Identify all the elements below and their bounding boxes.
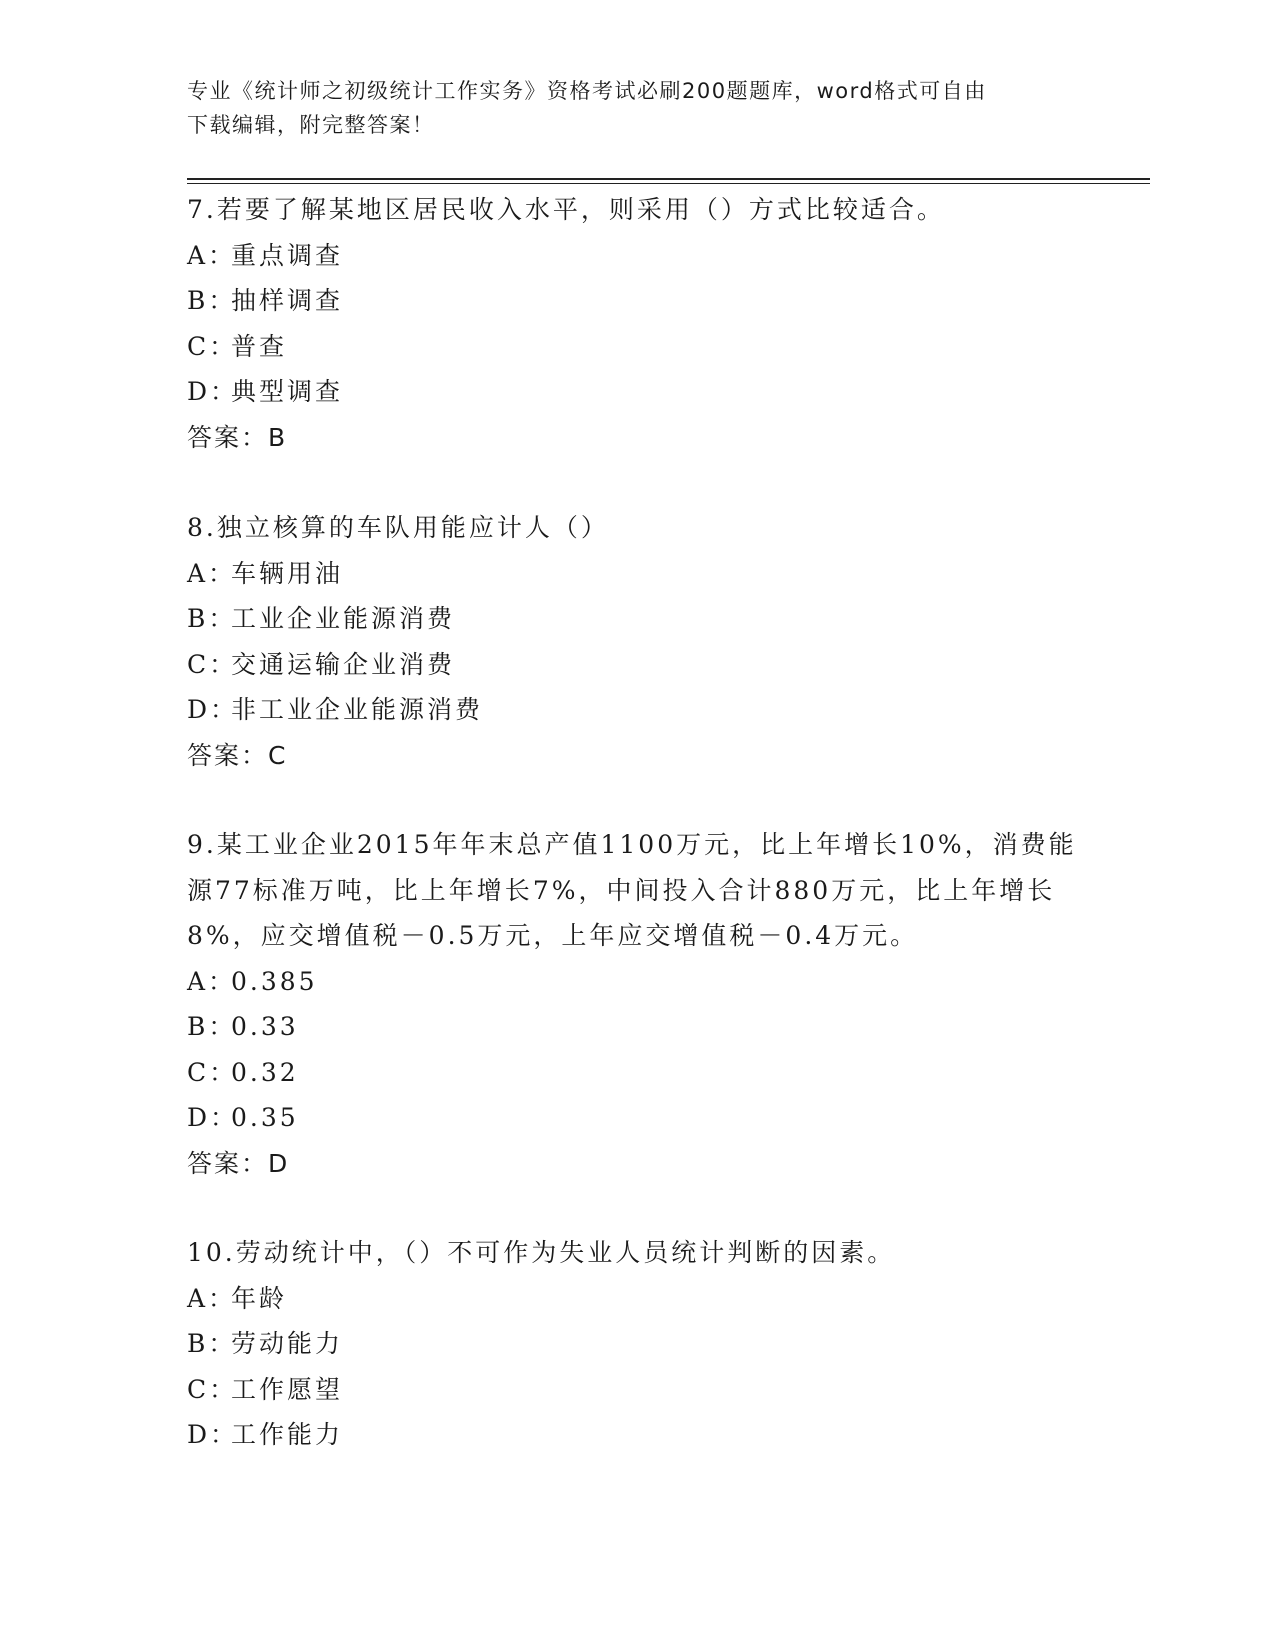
header-line-2: 下载编辑，附完整答案！ <box>187 113 435 137</box>
option-key: B： <box>187 1329 237 1358</box>
option-text: 0.385 <box>231 966 318 996</box>
document-header <box>187 74 1067 142</box>
question-7 <box>187 187 1087 460</box>
option-key: D： <box>187 695 239 724</box>
option-b <box>187 1321 1087 1367</box>
option-key: C： <box>187 331 238 361</box>
option-key: A： <box>187 558 237 588</box>
answer-line: 答案：D <box>187 1148 290 1178</box>
option-b <box>187 596 1087 642</box>
option-key: A： <box>187 1283 237 1313</box>
option-c <box>187 1050 1087 1096</box>
question-stem: 8.独立核算的车队用能应计人（） <box>187 513 609 542</box>
answer-line: 答案：C <box>187 740 288 770</box>
option-text: 普查 <box>231 331 288 361</box>
option-key: C： <box>187 649 238 679</box>
option-key: A： <box>187 966 237 996</box>
option-d <box>187 1412 1087 1458</box>
option-key: B： <box>187 286 237 315</box>
option-key: B： <box>187 1012 237 1041</box>
question-stem: 10.劳动统计中，（）不可作为失业人员统计判断的因素。 <box>187 1238 896 1267</box>
answer-line: 答案：B <box>187 422 288 452</box>
option-c <box>187 324 1087 370</box>
header-line-1: 专业《统计师之初级统计工作实务》资格考试必刷200题题库，word格式可自由 <box>187 79 987 103</box>
option-key: D： <box>187 1420 239 1449</box>
option-a <box>187 959 1087 1005</box>
option-text: 劳动能力 <box>231 1329 344 1358</box>
option-text: 典型调查 <box>231 377 344 406</box>
option-key: A： <box>187 240 237 270</box>
question-stem-line-3: 8%，应交增值税－0.5万元，上年应交增值税－0.4万元。 <box>187 921 919 950</box>
question-stem: 7.若要了解某地区居民收入水平，则采用（）方式比较适合。 <box>187 195 945 224</box>
option-d <box>187 369 1087 415</box>
option-key: C： <box>187 1057 238 1087</box>
option-key: C： <box>187 1374 238 1404</box>
option-a <box>187 551 1087 597</box>
option-text: 0.32 <box>231 1057 299 1087</box>
option-b <box>187 278 1087 324</box>
option-text: 0.33 <box>231 1012 299 1041</box>
option-key: B： <box>187 604 237 633</box>
option-text: 非工业企业能源消费 <box>231 695 484 724</box>
option-text: 年龄 <box>231 1283 288 1313</box>
option-text: 车辆用油 <box>231 558 344 588</box>
option-a <box>187 233 1087 279</box>
header-divider-top <box>187 178 1150 180</box>
option-text: 工作愿望 <box>231 1374 344 1404</box>
option-d <box>187 1095 1087 1141</box>
option-text: 0.35 <box>231 1103 299 1132</box>
option-text: 交通运输企业消费 <box>231 649 456 679</box>
option-c <box>187 642 1087 688</box>
option-text: 抽样调查 <box>231 286 344 315</box>
option-text: 工业企业能源消费 <box>231 604 456 633</box>
option-b <box>187 1004 1087 1050</box>
option-a <box>187 1276 1087 1322</box>
question-8 <box>187 505 1087 778</box>
option-text: 工作能力 <box>231 1420 344 1449</box>
question-10 <box>187 1230 1087 1458</box>
question-stem-line-2: 源77标准万吨，比上年增长7%，中间投入合计880万元，比上年增长 <box>187 875 1056 905</box>
question-stem-line-1: 9.某工业企业2015年年末总产值1100万元，比上年增长10%，消费能 <box>187 830 1077 859</box>
option-d <box>187 687 1087 733</box>
option-key: D： <box>187 1103 239 1132</box>
header-divider-bottom <box>187 183 1150 184</box>
option-c <box>187 1367 1087 1413</box>
option-key: D： <box>187 377 239 406</box>
option-text: 重点调查 <box>231 240 344 270</box>
question-9 <box>187 822 1087 1186</box>
